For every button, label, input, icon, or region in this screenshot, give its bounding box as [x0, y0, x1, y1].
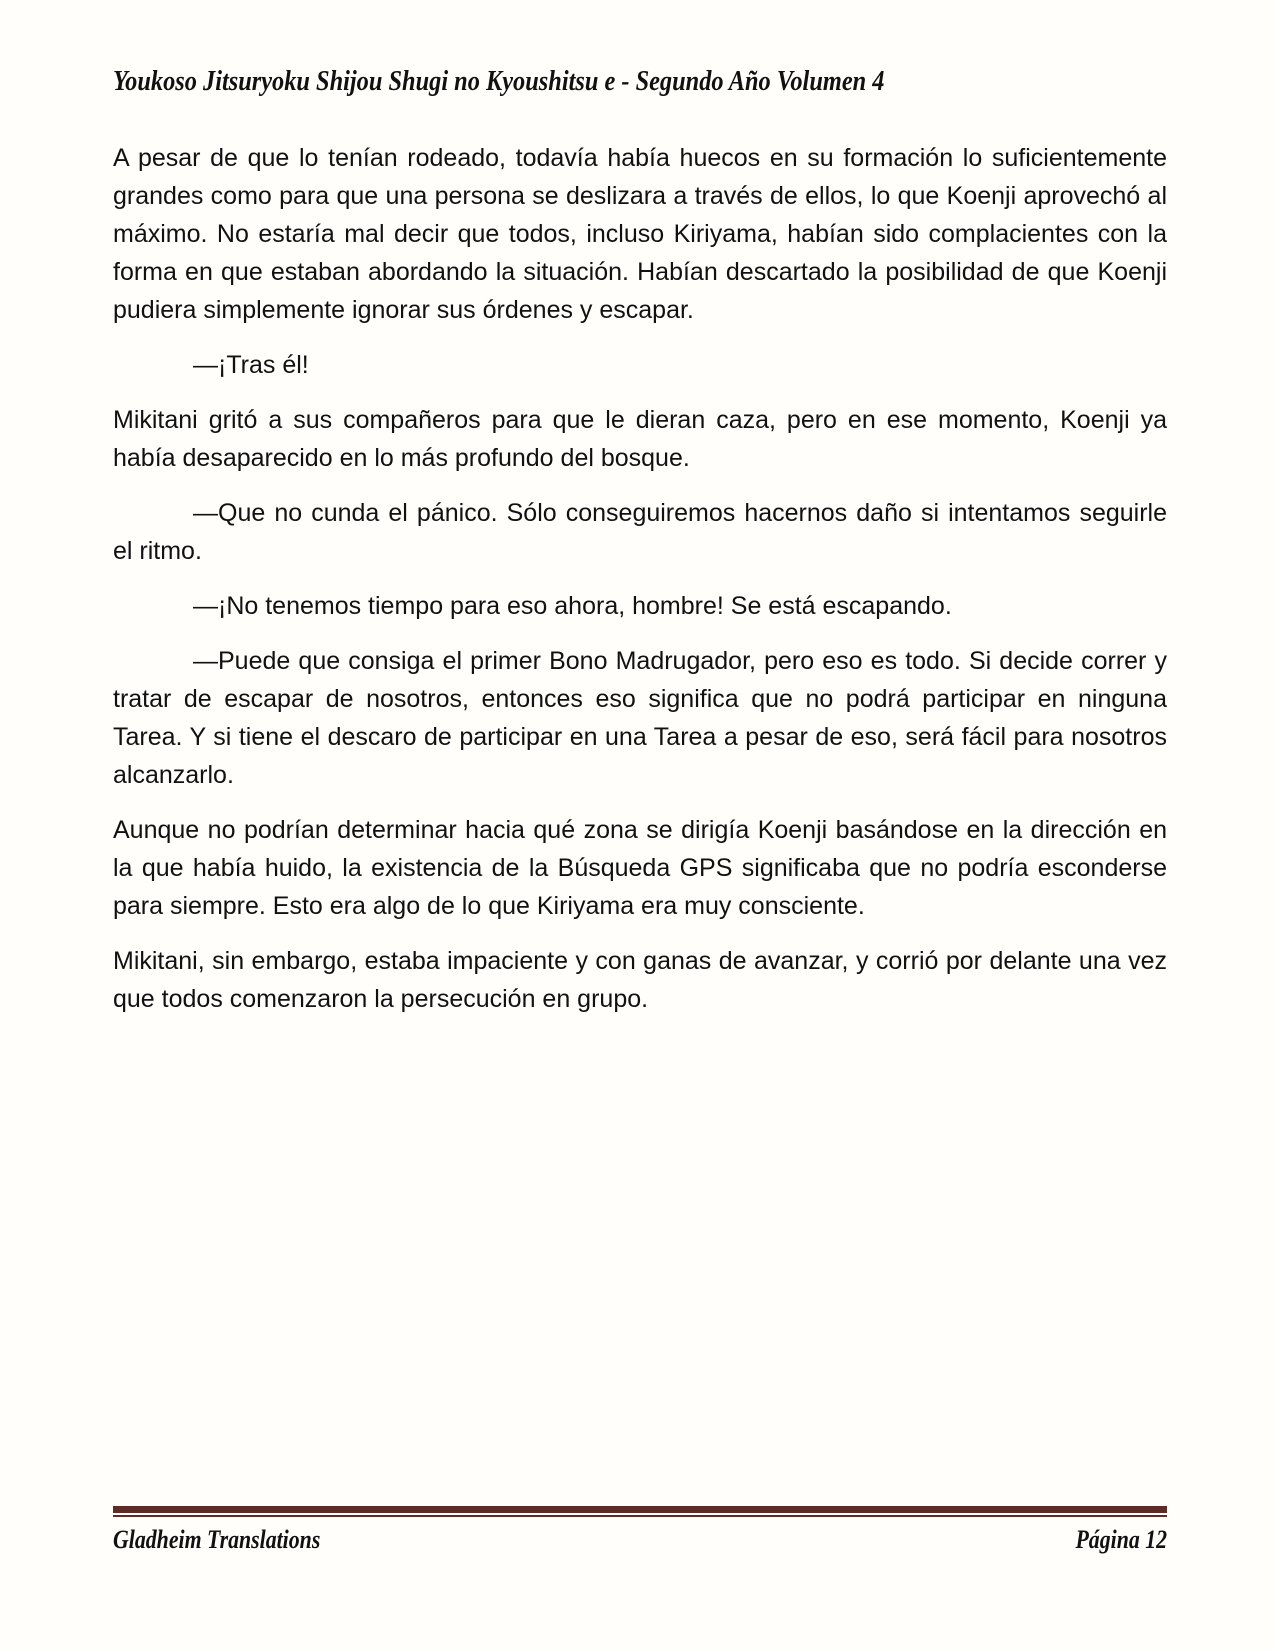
document-body [113, 139, 1167, 1035]
page-number: Página 12 [1075, 1525, 1167, 1554]
page-header [113, 64, 1167, 98]
body-paragraph: Mikitani gritó a sus compañeros para que le dieran caza, pero en ese momento, Koenji ya había desaparecido en lo más profundo del bosque. [113, 406, 1167, 472]
translator-credit: Gladheim Translations [113, 1525, 321, 1554]
body-paragraph-dialogue: —¡No tenemos tiempo para eso ahora, hombre! Se está escapando. [193, 592, 952, 620]
body-paragraph: Aunque no podrían determinar hacia qué zona se dirigía Koenji basándose en la dirección en la que había huido, la existencia de la Búsqueda GPS significaba que no podría esconderse para siempre. Esto era algo de lo que Kiriyama era muy consciente. [113, 816, 1167, 920]
body-paragraph-dialogue: —Puede que consiga el primer Bono Madrugador, pero eso es todo. Si decide correr y tratar de escapar de nosotros, entonces eso significa que no podrá participar en ninguna Tarea. Y si tiene el descaro de participar en una Tarea a pesar de eso, será fácil para nosotros alcanzarlo. [113, 647, 1167, 789]
document-title: Youkoso Jitsuryoku Shijou Shugi no Kyoushitsu e - Segundo Año Volumen 4 [113, 65, 885, 97]
body-paragraph: Mikitani, sin embargo, estaba impaciente y con ganas de avanzar, y corrió por delante una vez que todos comenzaron la persecución en grupo. [113, 947, 1167, 1013]
footer-row [113, 1524, 1167, 1556]
page-footer [113, 1506, 1167, 1556]
body-paragraph: A pesar de que lo tenían rodeado, todavía había huecos en su formación lo suficientemente grandes como para que una persona se deslizara a través de ellos, lo que Koenji aprovechó al máximo. No estaría mal decir que todos, incluso Kiriyama, habían sido complacientes con la forma en que estaban abordando la situación. Habían descartado la posibilidad de que Koenji pudiera simplemente ignorar sus órdenes y escapar. [113, 144, 1167, 324]
body-paragraph-dialogue: —Que no cunda el pánico. Sólo conseguiremos hacernos daño si intentamos seguirle el ritmo. [113, 499, 1167, 565]
body-paragraph-dialogue: —¡Tras él! [193, 351, 309, 379]
footer-divider-rule [113, 1506, 1167, 1517]
